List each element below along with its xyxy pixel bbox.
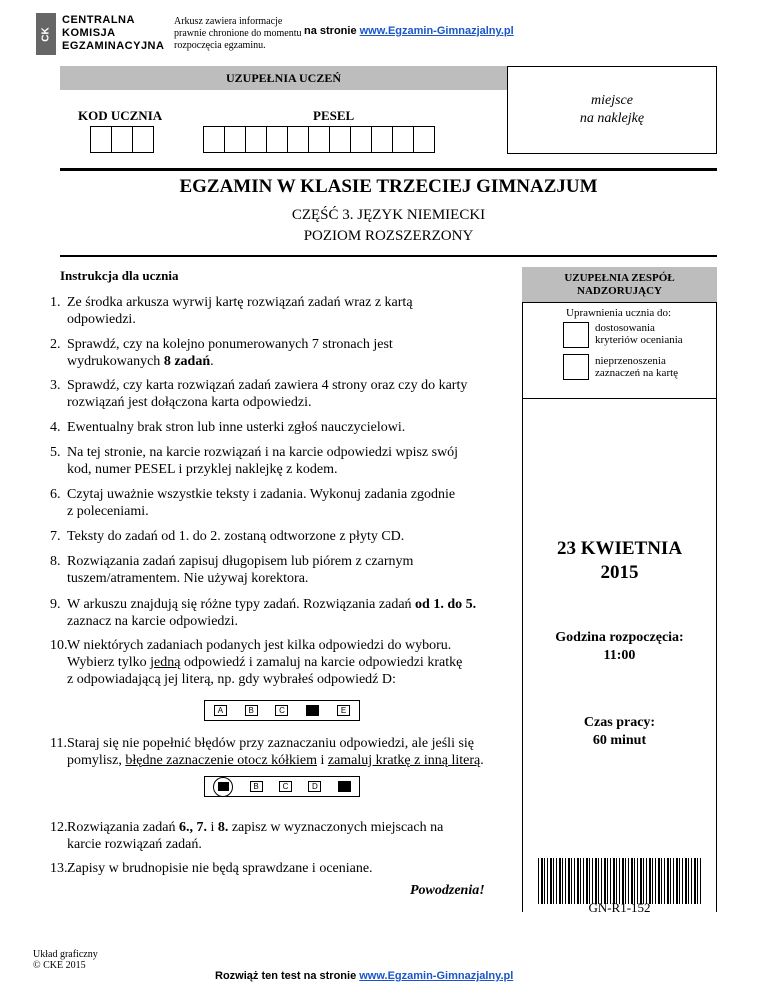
instruction-item: 2. Sprawdź, czy na kolejno ponumerowanych 7 stronach jest wydrukowanych 8 zadań. [50,337,393,369]
exam-level: POZIOM ROZSZERZONY [303,228,474,244]
exam-title: EGZAMIN W KLASIE TRZECIEJ GIMNAZJUM [179,176,598,197]
instruction-item: 6. Czytaj uważnie wszystkie teksty i zadania. Wykonuj zadania zgodnie z poleceniami. [50,487,456,519]
title-rule-bottom [60,255,717,257]
answer-option-box: B [250,781,263,792]
staff-section-header: UZUPEŁNIA ZESPÓŁ NADZORUJĄCY [522,267,717,303]
pesel-box[interactable] [350,126,372,153]
adaptation-label: dostosowania kryteriów oceniania [595,322,683,346]
pesel-box[interactable] [371,126,393,153]
answer-option-box: E [337,705,350,716]
instruction-item: 12.Rozwiązania zadań 6., 7. i 8. zapisz w wyznaczonych miejscach na karcie rozwiązań zadań. [50,820,444,852]
cke-logo-mark: CK [36,13,56,55]
confidentiality-note: Arkusz zawiera informacje prawnie chronione do momentu rozpoczęcia egzaminu. [174,16,302,51]
cke-logo-text: CENTRALNA KOMISJA EGZAMINACYJNA [62,14,165,52]
barcode-icon [538,858,703,904]
answer-example-correct [204,700,360,721]
code-box[interactable] [111,126,133,153]
sticker-area: miejsce na naklejkę [507,66,717,154]
pesel-label: PESEL [313,108,355,123]
pesel-box[interactable] [245,126,267,153]
answer-example-correction [204,776,360,797]
answer-option-box: A [214,705,227,716]
good-luck-text: Powodzenia! [410,883,485,898]
answer-option-box: D [308,781,321,792]
circled-wrong-answer [213,777,233,797]
pesel-box[interactable] [329,126,351,153]
pesel-box[interactable] [287,126,309,153]
pesel-box[interactable] [266,126,288,153]
title-rule-top [60,168,717,171]
student-code-label: KOD UCZNIA [78,108,163,123]
instruction-item: 11.Staraj się nie popełnić błędów przy zaznaczaniu odpowiedzi, ale jeśli się pomylisz, błędne zaznaczenie otocz kółkiem i zamaluj kratkę z inną literą. [50,736,484,768]
student-rights-label: Uprawnienia ucznia do: [566,307,672,319]
instructions-heading: Instrukcja dla ucznia [60,268,179,283]
pesel-box[interactable] [224,126,246,153]
student-code-boxes[interactable] [90,126,154,153]
adaptation-checkbox[interactable] [563,322,589,348]
no-transfer-label: nieprzenoszenia zaznaczeń na kartę [595,355,679,379]
instruction-item: 13.Zapisy w brudnopisie nie będą sprawdzane i oceniane. [50,861,373,876]
instruction-item: 3. Sprawdź, czy karta rozwiązań zadań zawiera 4 strony oraz czy do karty rozwiązań jest dołączona karta odpowiedzi. [50,378,468,410]
code-box[interactable] [90,126,112,153]
instruction-item: 5. Na tej stronie, na karcie rozwiązań i na karcie odpowiedzi wpisz swój kod, numer PESEL i przyklej naklejkę z kodem. [50,445,459,477]
pesel-box[interactable] [413,126,435,153]
exam-date: 23 KWIETNIA 2015 [556,538,683,583]
pesel-box[interactable] [308,126,330,153]
student-section-header: UZUPEŁNIA UCZEŃ [60,66,507,90]
pesel-boxes[interactable] [203,126,435,153]
exam-part: CZĘŚĆ 3. JĘZYK NIEMIECKI [291,207,486,223]
exam-code: GN-R1-152 [588,900,651,915]
answer-option-filled [338,781,351,792]
pesel-box[interactable] [203,126,225,153]
answer-option-box: B [245,705,258,716]
work-duration: Czas pracy: 60 minut [583,715,656,748]
no-transfer-checkbox[interactable] [563,354,589,380]
footer-promo[interactable]: Rozwiąż ten test na stronie www.Egzamin-Gimnazjalny.pl [215,970,514,982]
header-site-link[interactable]: na stronie www.Egzamin-Gimnazjalny.pl [304,25,514,37]
instruction-item: 10.W niektórych zadaniach podanych jest kilka odpowiedzi do wyboru. Wybierz tylko jedną odpowiedź i zamaluj na karcie odpowiedzi kratkę z odpowiadającą jej literą, np. gdy wybrałeś odpowiedź D: [50,638,463,687]
code-box[interactable] [132,126,154,153]
start-time: Godzina rozpoczęcia: 11:00 [555,630,684,663]
instruction-item: 1. Ze środka arkusza wyrwij kartę rozwiązań zadań wraz z kartą odpowiedzi. [50,295,413,327]
instruction-item: 8. Rozwiązania zadań zapisuj długopisem lub piórem z czarnym tuszem/atramentem. Nie używaj korektora. [50,554,414,586]
answer-option-box: C [279,781,292,792]
pesel-box[interactable] [392,126,414,153]
answer-option-filled [218,782,229,791]
layout-credit: Układ graficzny © CKE 2015 [33,949,98,971]
instruction-item: 4. Ewentualny brak stron lub inne usterki zgłoś nauczycielowi. [50,420,406,435]
instruction-item: 9. W arkuszu znajdują się różne typy zadań. Rozwiązania zadań od 1. do 5. zaznacz na karcie odpowiedzi. [50,597,477,629]
answer-option-filled [306,705,319,716]
answer-option-box: C [275,705,288,716]
instruction-item: 7. Teksty do zadań od 1. do 2. zostaną odtworzone z płyty CD. [50,529,405,544]
